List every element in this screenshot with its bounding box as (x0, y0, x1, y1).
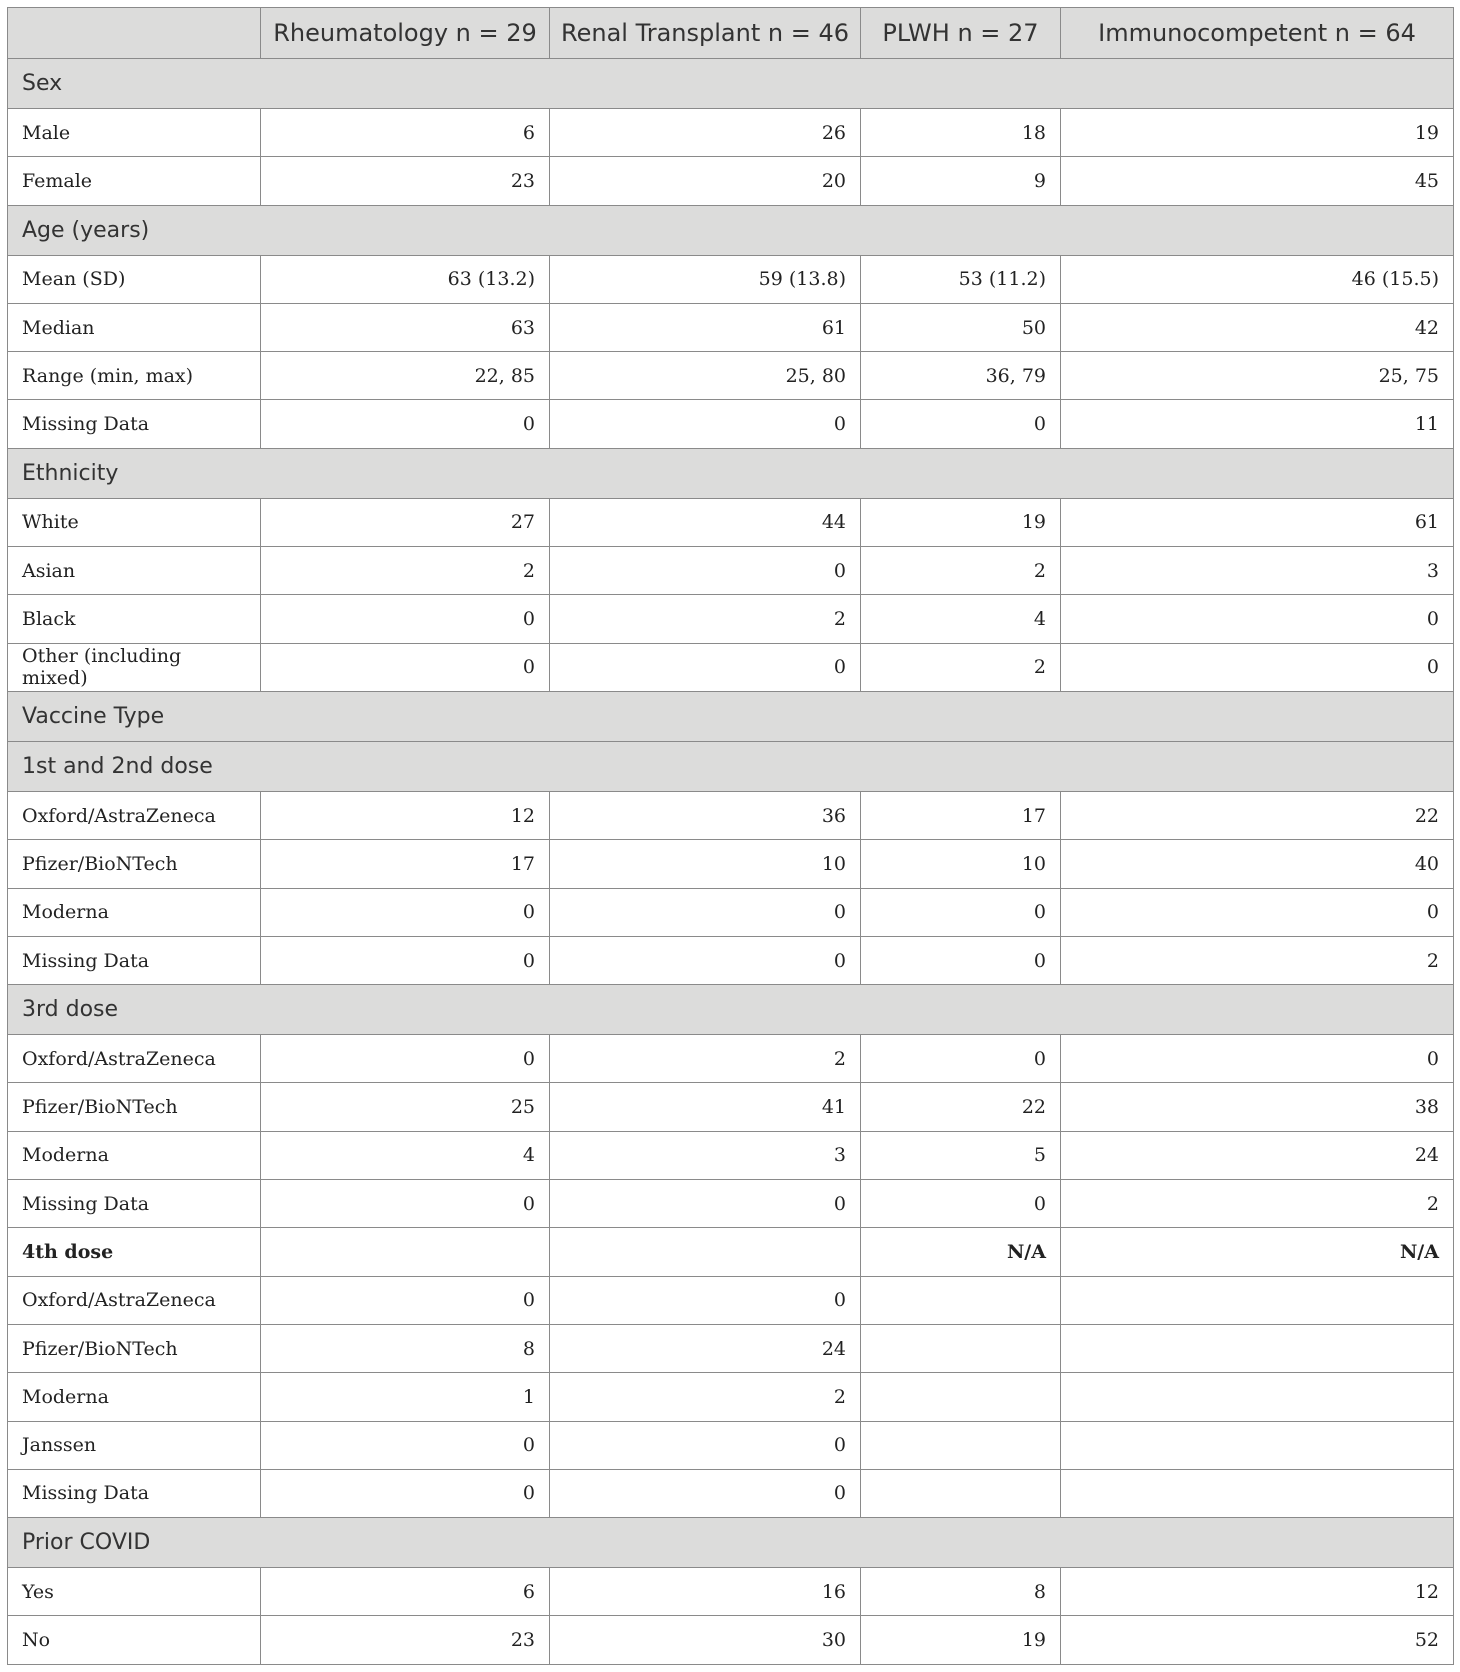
table-cell (861, 1276, 1061, 1324)
table-cell: 10 (550, 840, 861, 888)
table-cell: 0 (861, 936, 1061, 984)
row-label: Pfizer/BioNTech (8, 1324, 261, 1372)
table-cell: 0 (261, 1469, 550, 1517)
row-label: Other (including mixed) (8, 643, 261, 691)
table-cell: 0 (1061, 1035, 1454, 1083)
table-cell: 0 (550, 1276, 861, 1324)
table-cell (261, 1228, 550, 1276)
table-cell: 52 (1061, 1616, 1454, 1664)
section-header-label: Ethnicity (8, 448, 1454, 498)
row-label: Moderna (8, 1373, 261, 1421)
row-label: Missing Data (8, 936, 261, 984)
table-cell: 0 (861, 400, 1061, 448)
table-row (8, 840, 1454, 888)
table-cell: 0 (861, 1035, 1061, 1083)
table-cell: 53 (11.2) (861, 255, 1061, 303)
table-cell: 10 (861, 840, 1061, 888)
header-row (8, 8, 1454, 59)
table-row (8, 791, 1454, 839)
table-row (8, 888, 1454, 936)
table-cell: 59 (13.8) (550, 255, 861, 303)
header-cell-plwh: PLWH n = 27 (861, 8, 1061, 59)
table-cell: 0 (261, 1180, 550, 1228)
section-header-row (8, 691, 1454, 741)
table-cell: 2 (550, 595, 861, 643)
row-label: Black (8, 595, 261, 643)
table-cell (861, 1421, 1061, 1469)
table-cell: 0 (261, 643, 550, 691)
table-cell: 0 (550, 643, 861, 691)
table-row (8, 1421, 1454, 1469)
section-header-label: 3rd dose (8, 985, 1454, 1035)
table-cell: 42 (1061, 303, 1454, 351)
table-cell: 25, 80 (550, 352, 861, 400)
table-cell: 2 (550, 1373, 861, 1421)
row-label: Missing Data (8, 400, 261, 448)
table-cell: 19 (861, 1616, 1061, 1664)
demographics-table (7, 7, 1454, 1665)
table-cell: 0 (550, 888, 861, 936)
section-header-label: Prior COVID (8, 1518, 1454, 1568)
table-row (8, 1180, 1454, 1228)
section-header-label: Sex (8, 59, 1454, 109)
table-cell: 1 (261, 1373, 550, 1421)
row-label: Oxford/AstraZeneca (8, 1035, 261, 1083)
table-cell: 12 (1061, 1568, 1454, 1616)
table-cell: 0 (1061, 888, 1454, 936)
row-label: Pfizer/BioNTech (8, 1083, 261, 1131)
table-row (8, 1469, 1454, 1517)
row-label: Pfizer/BioNTech (8, 840, 261, 888)
row-label: White (8, 498, 261, 546)
table-cell: 0 (861, 888, 1061, 936)
table-cell: 17 (861, 791, 1061, 839)
table-cell: 22 (1061, 791, 1454, 839)
table-cell: 18 (861, 109, 1061, 157)
table-cell: 0 (550, 547, 861, 595)
table-cell: 2 (261, 547, 550, 595)
table-row (8, 936, 1454, 984)
table-row (8, 400, 1454, 448)
table-row (8, 643, 1454, 691)
table-cell: 16 (550, 1568, 861, 1616)
table-cell: 6 (261, 109, 550, 157)
header-cell-immunocompetent: Immunocompetent n = 64 (1061, 8, 1454, 59)
table-cell (1061, 1373, 1454, 1421)
table-cell: 0 (261, 1421, 550, 1469)
table-cell: 23 (261, 1616, 550, 1664)
row-label: Moderna (8, 888, 261, 936)
table-cell (861, 1469, 1061, 1517)
table-cell: 0 (550, 936, 861, 984)
table-cell: 36, 79 (861, 352, 1061, 400)
table-cell: 22 (861, 1083, 1061, 1131)
row-label: Yes (8, 1568, 261, 1616)
table-cell: 19 (1061, 109, 1454, 157)
header-cell-label (8, 8, 261, 59)
row-label: Oxford/AstraZeneca (8, 1276, 261, 1324)
section-header-row (8, 1518, 1454, 1568)
table-cell: 26 (550, 109, 861, 157)
table-row (8, 1131, 1454, 1179)
row-label: Oxford/AstraZeneca (8, 791, 261, 839)
table-cell: 2 (861, 547, 1061, 595)
table-row (8, 595, 1454, 643)
section-header-label: Age (years) (8, 205, 1454, 255)
table-cell: 2 (1061, 1180, 1454, 1228)
table-cell (1061, 1469, 1454, 1517)
table-cell: 4 (261, 1131, 550, 1179)
table-cell: 0 (550, 1421, 861, 1469)
table-cell: 41 (550, 1083, 861, 1131)
table-cell (1061, 1421, 1454, 1469)
table-cell: 4 (861, 595, 1061, 643)
table-cell: 23 (261, 157, 550, 205)
table-row (8, 1228, 1454, 1276)
table-cell: 12 (261, 791, 550, 839)
table-cell: 38 (1061, 1083, 1454, 1131)
table-cell: 46 (15.5) (1061, 255, 1454, 303)
table-cell: 25, 75 (1061, 352, 1454, 400)
table-row (8, 109, 1454, 157)
table-cell: 6 (261, 1568, 550, 1616)
table-row (8, 255, 1454, 303)
row-label: No (8, 1616, 261, 1664)
table-cell: 17 (261, 840, 550, 888)
table-cell (550, 1228, 861, 1276)
table-cell: 61 (550, 303, 861, 351)
section-header-row (8, 205, 1454, 255)
table-cell: 8 (261, 1324, 550, 1372)
section-header-row (8, 59, 1454, 109)
section-header-row (8, 985, 1454, 1035)
table-cell: 0 (550, 1469, 861, 1517)
table-cell (861, 1373, 1061, 1421)
table-cell (861, 1324, 1061, 1372)
table-row (8, 303, 1454, 351)
table-cell: 25 (261, 1083, 550, 1131)
table-cell: N/A (861, 1228, 1061, 1276)
table-cell: 22, 85 (261, 352, 550, 400)
table-cell: 19 (861, 498, 1061, 546)
table-cell: 0 (261, 1276, 550, 1324)
row-label: Median (8, 303, 261, 351)
row-label: Missing Data (8, 1469, 261, 1517)
table-cell: 2 (550, 1035, 861, 1083)
table-cell: 8 (861, 1568, 1061, 1616)
table-cell: 0 (1061, 643, 1454, 691)
table-cell: 3 (1061, 547, 1454, 595)
table-cell: 5 (861, 1131, 1061, 1179)
table-cell: 63 (261, 303, 550, 351)
table-cell: 50 (861, 303, 1061, 351)
row-label: Range (min, max) (8, 352, 261, 400)
row-label: Asian (8, 547, 261, 595)
table-cell: 0 (1061, 595, 1454, 643)
table-row (8, 1324, 1454, 1372)
section-header-label: Vaccine Type (8, 691, 1454, 741)
row-label: Female (8, 157, 261, 205)
table-cell: 24 (1061, 1131, 1454, 1179)
table-row (8, 1373, 1454, 1421)
table-cell: 30 (550, 1616, 861, 1664)
table-cell: 0 (261, 1035, 550, 1083)
table-row (8, 1035, 1454, 1083)
table-cell: 44 (550, 498, 861, 546)
table-cell: 3 (550, 1131, 861, 1179)
section-header-row (8, 741, 1454, 791)
row-label: Mean (SD) (8, 255, 261, 303)
table-cell: 0 (261, 936, 550, 984)
table-cell (1061, 1276, 1454, 1324)
row-label: Moderna (8, 1131, 261, 1179)
table-row (8, 547, 1454, 595)
table-cell: 0 (861, 1180, 1061, 1228)
row-label: Male (8, 109, 261, 157)
section-header-label: 1st and 2nd dose (8, 741, 1454, 791)
header-cell-rheumatology: Rheumatology n = 29 (261, 8, 550, 59)
section-header-row (8, 448, 1454, 498)
table-cell: 2 (861, 643, 1061, 691)
row-label: Janssen (8, 1421, 261, 1469)
table-cell: N/A (1061, 1228, 1454, 1276)
table-cell: 0 (261, 888, 550, 936)
table-cell: 0 (261, 595, 550, 643)
table-body (8, 59, 1454, 1665)
row-label: 4th dose (8, 1228, 261, 1276)
table-row (8, 1568, 1454, 1616)
table-cell: 11 (1061, 400, 1454, 448)
table-cell: 61 (1061, 498, 1454, 546)
table-row (8, 157, 1454, 205)
table-cell: 40 (1061, 840, 1454, 888)
row-label: Missing Data (8, 1180, 261, 1228)
table-cell (1061, 1324, 1454, 1372)
table-header (8, 8, 1454, 59)
table-cell: 36 (550, 791, 861, 839)
table-cell: 0 (550, 1180, 861, 1228)
table-cell: 63 (13.2) (261, 255, 550, 303)
table-cell: 24 (550, 1324, 861, 1372)
table-cell: 20 (550, 157, 861, 205)
table-row (8, 498, 1454, 546)
table-cell: 0 (550, 400, 861, 448)
table-cell: 9 (861, 157, 1061, 205)
table-cell: 45 (1061, 157, 1454, 205)
table-cell: 2 (1061, 936, 1454, 984)
table-cell: 0 (261, 400, 550, 448)
header-cell-renal-transplant: Renal Transplant n = 46 (550, 8, 861, 59)
table-row (8, 1616, 1454, 1664)
table-row (8, 352, 1454, 400)
table-row (8, 1083, 1454, 1131)
table-row (8, 1276, 1454, 1324)
table-cell: 27 (261, 498, 550, 546)
